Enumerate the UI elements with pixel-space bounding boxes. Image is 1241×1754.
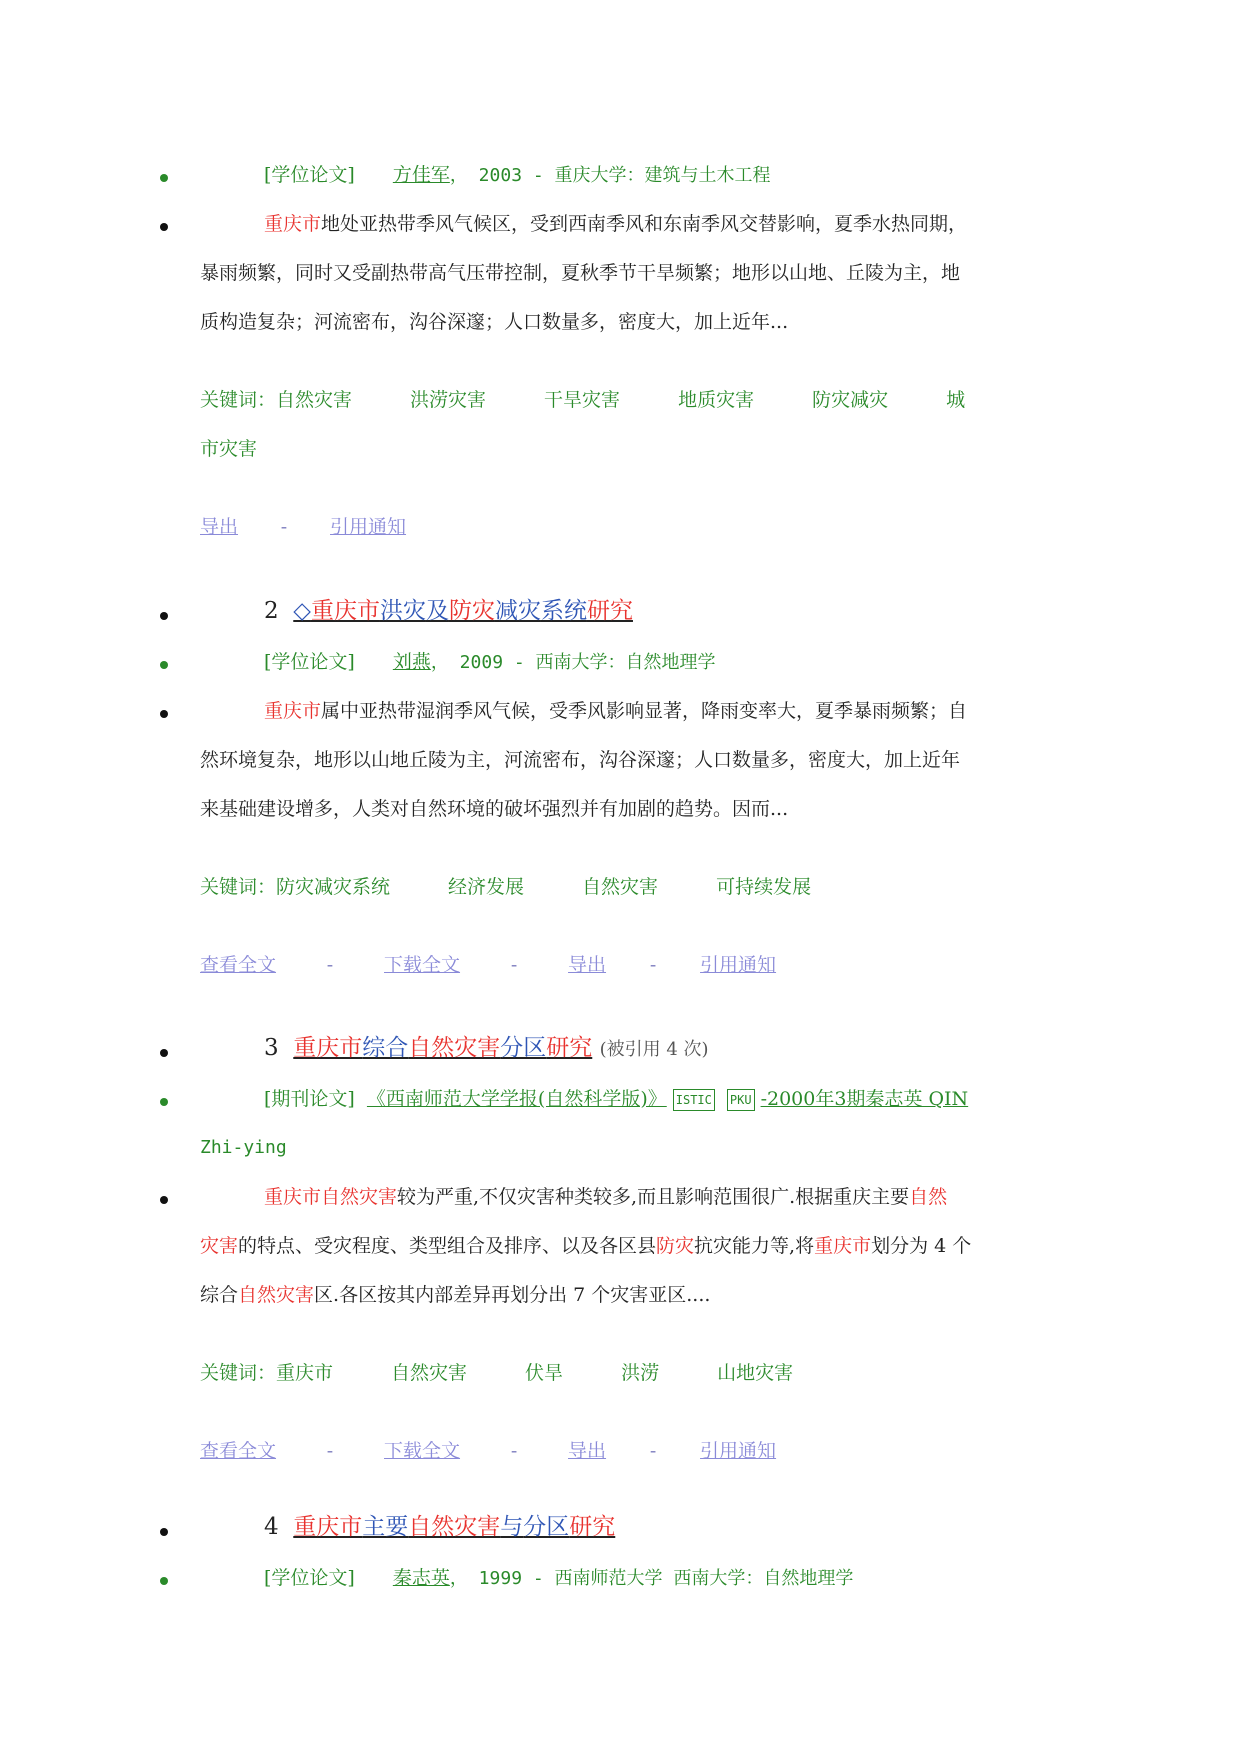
cited-count: (被引用 4 次) bbox=[599, 1039, 709, 1060]
actions-line bbox=[200, 515, 1081, 539]
keyword[interactable]: 自然灾害 bbox=[391, 1362, 468, 1384]
meta: ， 1999 - 西南师范大学 西南大学：自然地理学 bbox=[449, 1568, 854, 1589]
entry-3-title bbox=[200, 1036, 1081, 1062]
list-bullet bbox=[160, 1577, 168, 1585]
keyword[interactable]: 城 bbox=[946, 389, 966, 411]
journal-link[interactable]: 《西南师范大学学报(自然科学版)》 bbox=[366, 1088, 667, 1110]
keywords-label: 关键词： bbox=[200, 876, 277, 898]
result-title-link[interactable]: 重庆市综合自然灾害分区研究 bbox=[293, 1035, 593, 1061]
keyword[interactable]: 市灾害 bbox=[200, 438, 258, 460]
keywords-label: 关键词： bbox=[200, 389, 277, 411]
entry-4-title bbox=[200, 1515, 1081, 1539]
author-link[interactable]: 方佳军 bbox=[392, 164, 450, 186]
keywords-label: 关键词： bbox=[200, 1362, 277, 1384]
export-link[interactable]: 导出 bbox=[200, 516, 239, 538]
list-bullet bbox=[160, 1196, 168, 1204]
author-link[interactable]: 秦志英 bbox=[392, 1567, 450, 1589]
entry-3-meta bbox=[200, 1087, 1081, 1111]
pku-badge: PKU bbox=[727, 1089, 755, 1111]
keyword[interactable]: 干旱灾害 bbox=[544, 389, 621, 411]
author-name-en: Zhi-ying bbox=[200, 1137, 287, 1158]
result-number: 3 bbox=[264, 1035, 279, 1061]
list-bullet bbox=[160, 710, 168, 718]
abstract-line: 质构造复杂；河流密布，沟谷深邃；人口数量多，密度大，加上近年... bbox=[200, 311, 789, 333]
abstract-line: 暴雨频繁，同时又受副热带高气压带控制，夏秋季节干旱频繁；地形以山地、丘陵为主，地 bbox=[200, 262, 961, 284]
type-label: [学位论文] bbox=[264, 1567, 355, 1589]
keywords-line bbox=[200, 388, 1081, 412]
result-number: 4 bbox=[264, 1514, 279, 1540]
istic-badge: ISTIC bbox=[673, 1089, 715, 1111]
list-bullet bbox=[160, 1528, 168, 1536]
entry-2-title bbox=[200, 599, 1081, 623]
meta: ， 2003 - 重庆大学：建筑与土木工程 bbox=[449, 165, 771, 186]
abstract-line: 来基础建设增多，人类对自然环境的破坏强烈并有加剧的趋势。因而... bbox=[200, 798, 789, 820]
actions-line: 查看全文 - 下载全文 - 导出 - 引用通知 bbox=[200, 954, 777, 976]
abstract-line: 重庆市自然灾害较为严重,不仅灾害种类较多,而且影响范围很广.根据重庆主要自然 bbox=[264, 1186, 948, 1208]
meta: ， 2009 - 西南大学：自然地理学 bbox=[430, 652, 716, 673]
type-label: [学位论文] bbox=[264, 651, 355, 673]
list-bullet bbox=[160, 174, 168, 182]
keywords-line bbox=[200, 1361, 1081, 1385]
separator: - bbox=[280, 516, 288, 538]
abstract-line: 综合自然灾害区.各区按其内部差异再划分出 7 个灾害亚区.... bbox=[200, 1284, 711, 1306]
list-bullet bbox=[160, 223, 168, 231]
abstract-line: 重庆市地处亚热带季风气候区，受到西南季风和东南季风交替影响，夏季水热同期， bbox=[264, 213, 968, 235]
view-fulltext-link[interactable]: 查看全文 bbox=[200, 1440, 277, 1462]
entry-2-meta bbox=[200, 650, 1081, 675]
type-label: [期刊论文] bbox=[264, 1088, 355, 1110]
type-label: [学位论文] bbox=[264, 164, 355, 186]
highlight: 重庆市 bbox=[264, 700, 322, 722]
keyword[interactable]: 山地灾害 bbox=[717, 1362, 794, 1384]
keyword[interactable]: 洪涝 bbox=[621, 1362, 660, 1384]
entry-1-meta bbox=[200, 163, 1081, 188]
list-bullet bbox=[160, 661, 168, 669]
view-fulltext-link[interactable]: 查看全文 bbox=[200, 954, 277, 976]
result-title-link[interactable]: 重庆市主要自然灾害与分区研究 bbox=[293, 1514, 616, 1540]
list-bullet bbox=[160, 1098, 168, 1106]
abstract-line: 灾害的特点、受灾程度、类型组合及排序、以及各区县防灾抗灾能力等,将重庆市划分为 4 个 bbox=[200, 1235, 972, 1257]
abstract-line: 然环境复杂，地形以山地丘陵为主，河流密布，沟谷深邃；人口数量多，密度大，加上近年 bbox=[200, 749, 961, 771]
result-number: 2 bbox=[264, 598, 279, 624]
cite-notify-link[interactable]: 引用通知 bbox=[330, 516, 407, 538]
export-link[interactable]: 导出 bbox=[568, 954, 607, 976]
keyword[interactable]: 自然灾害 bbox=[276, 389, 353, 411]
keyword[interactable]: 重庆市 bbox=[276, 1362, 334, 1384]
list-bullet bbox=[160, 612, 168, 620]
keywords-line bbox=[200, 875, 1081, 899]
cite-notify-link[interactable]: 引用通知 bbox=[700, 954, 777, 976]
export-link[interactable]: 导出 bbox=[568, 1440, 607, 1462]
keyword[interactable]: 防灾减灾 bbox=[812, 389, 889, 411]
keyword[interactable]: 防灾减灾系统 bbox=[276, 876, 391, 898]
cite-notify-link[interactable]: 引用通知 bbox=[700, 1440, 777, 1462]
keyword[interactable]: 地质灾害 bbox=[678, 389, 755, 411]
entry-4-meta bbox=[200, 1566, 1081, 1591]
keyword[interactable]: 洪涝灾害 bbox=[410, 389, 487, 411]
highlight: 重庆市 bbox=[264, 213, 322, 235]
keyword[interactable]: 经济发展 bbox=[448, 876, 525, 898]
keyword[interactable]: 可持续发展 bbox=[716, 876, 812, 898]
actions-line: 查看全文 - 下载全文 - 导出 - 引用通知 bbox=[200, 1440, 777, 1462]
keyword[interactable]: 自然灾害 bbox=[582, 876, 659, 898]
result-title-link[interactable]: ◇重庆市洪灾及防灾减灾系统研究 bbox=[293, 598, 633, 624]
download-fulltext-link[interactable]: 下载全文 bbox=[384, 954, 461, 976]
keyword[interactable]: 伏旱 bbox=[525, 1362, 564, 1384]
issue-author-link[interactable]: -2000年3期秦志英 QIN bbox=[760, 1088, 969, 1110]
download-fulltext-link[interactable]: 下载全文 bbox=[384, 1440, 461, 1462]
abstract-line: 重庆市属中亚热带湿润季风气候，受季风影响显著，降雨变率大，夏季暴雨频繁；自 bbox=[264, 700, 968, 722]
list-bullet bbox=[160, 1049, 168, 1057]
author-link[interactable]: 刘燕 bbox=[392, 651, 431, 673]
